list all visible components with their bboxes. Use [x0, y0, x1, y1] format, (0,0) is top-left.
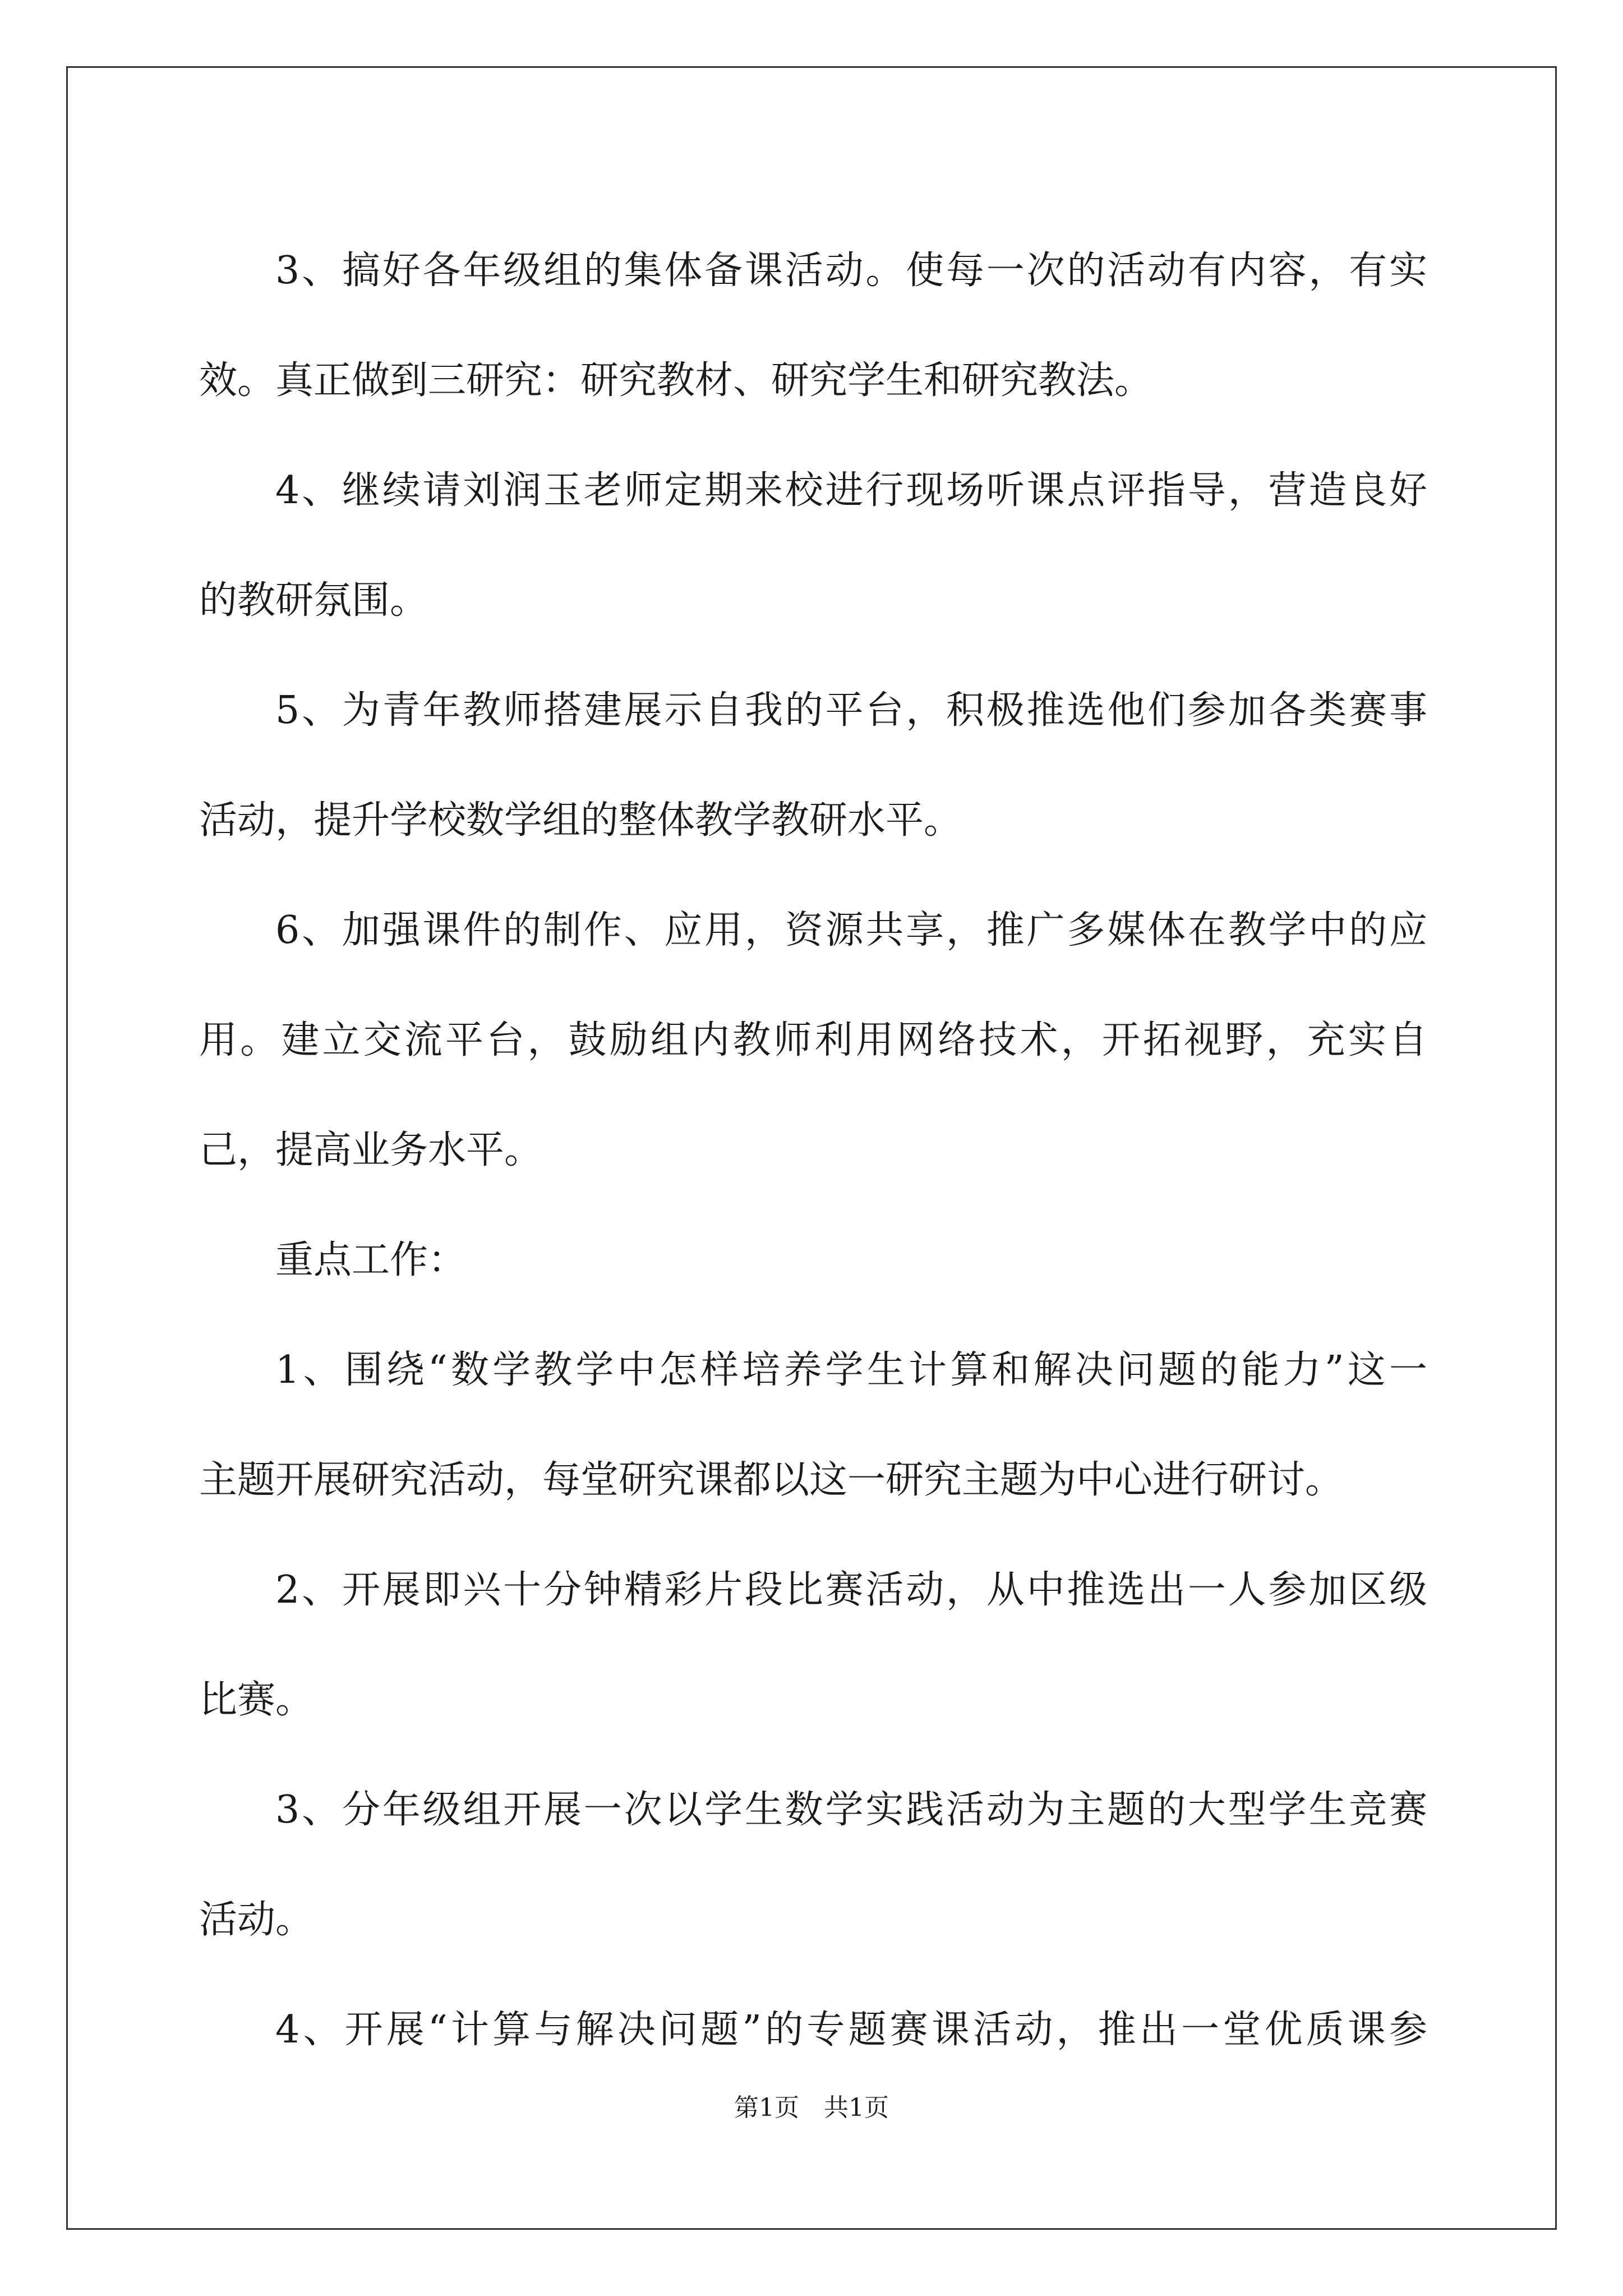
document-body — [199, 216, 1427, 2085]
paragraph-line: 4、开展“计算与解决问题”的专题赛课活动，推出一堂优质课参 — [275, 2008, 1427, 2052]
paragraph-line: 3、搞好各年级组的集体备课活动。使每一次的活动有内容，有实 — [275, 249, 1427, 293]
paragraph-line: 6、加强课件的制作、应用，资源共享，推广多媒体在教学中的应 — [275, 908, 1427, 953]
paragraph — [199, 656, 1427, 876]
paragraph — [199, 1205, 1427, 1315]
paragraph — [199, 1975, 1427, 2085]
paragraph-line: 重点工作： — [275, 1238, 467, 1282]
paragraph-line: 效。真正做到三研究：研究教材、研究学生和研究教法。 — [199, 358, 1153, 403]
paragraph — [199, 436, 1427, 656]
paragraph-line: 用。建立交流平台，鼓励组内教师利用网络技术，开拓视野，充实自 — [199, 1018, 1427, 1062]
paragraph — [199, 876, 1427, 1205]
paragraph-line: 3、分年级组开展一次以学生数学实践活动为主题的大型学生竞赛 — [275, 1788, 1427, 1832]
paragraph-line: 己，提高业务水平。 — [199, 1128, 543, 1172]
paragraph — [199, 216, 1427, 436]
paragraph-line: 的教研氛围。 — [199, 578, 428, 623]
paragraph — [199, 1755, 1427, 1975]
page-total: 共1页 — [824, 2093, 889, 2122]
paragraph-line: 主题开展研究活动，每堂研究课都以这一研究主题为中心进行研讨。 — [199, 1458, 1344, 1502]
paragraph — [199, 1535, 1427, 1755]
paragraph-line: 5、为青年教师搭建展示自我的平台，积极推选他们参加各类赛事 — [275, 688, 1427, 733]
paragraph-line: 活动。 — [199, 1898, 314, 1942]
paragraph-line: 2、开展即兴十分钟精彩片段比赛活动，从中推选出一人参加区级 — [275, 1568, 1427, 1612]
page-footer — [0, 2091, 1623, 2125]
paragraph-line: 4、继续请刘润玉老师定期来校进行现场听课点评指导，营造良好 — [275, 468, 1427, 513]
paragraph-line: 1、围绕“数学教学中怎样培养学生计算和解决问题的能力”这一 — [275, 1348, 1427, 1392]
paragraph-line: 活动，提升学校数学组的整体教学教研水平。 — [199, 798, 962, 843]
paragraph-line: 比赛。 — [199, 1678, 314, 1722]
paragraph — [199, 1315, 1427, 1535]
page-number: 第1页 — [734, 2093, 799, 2122]
